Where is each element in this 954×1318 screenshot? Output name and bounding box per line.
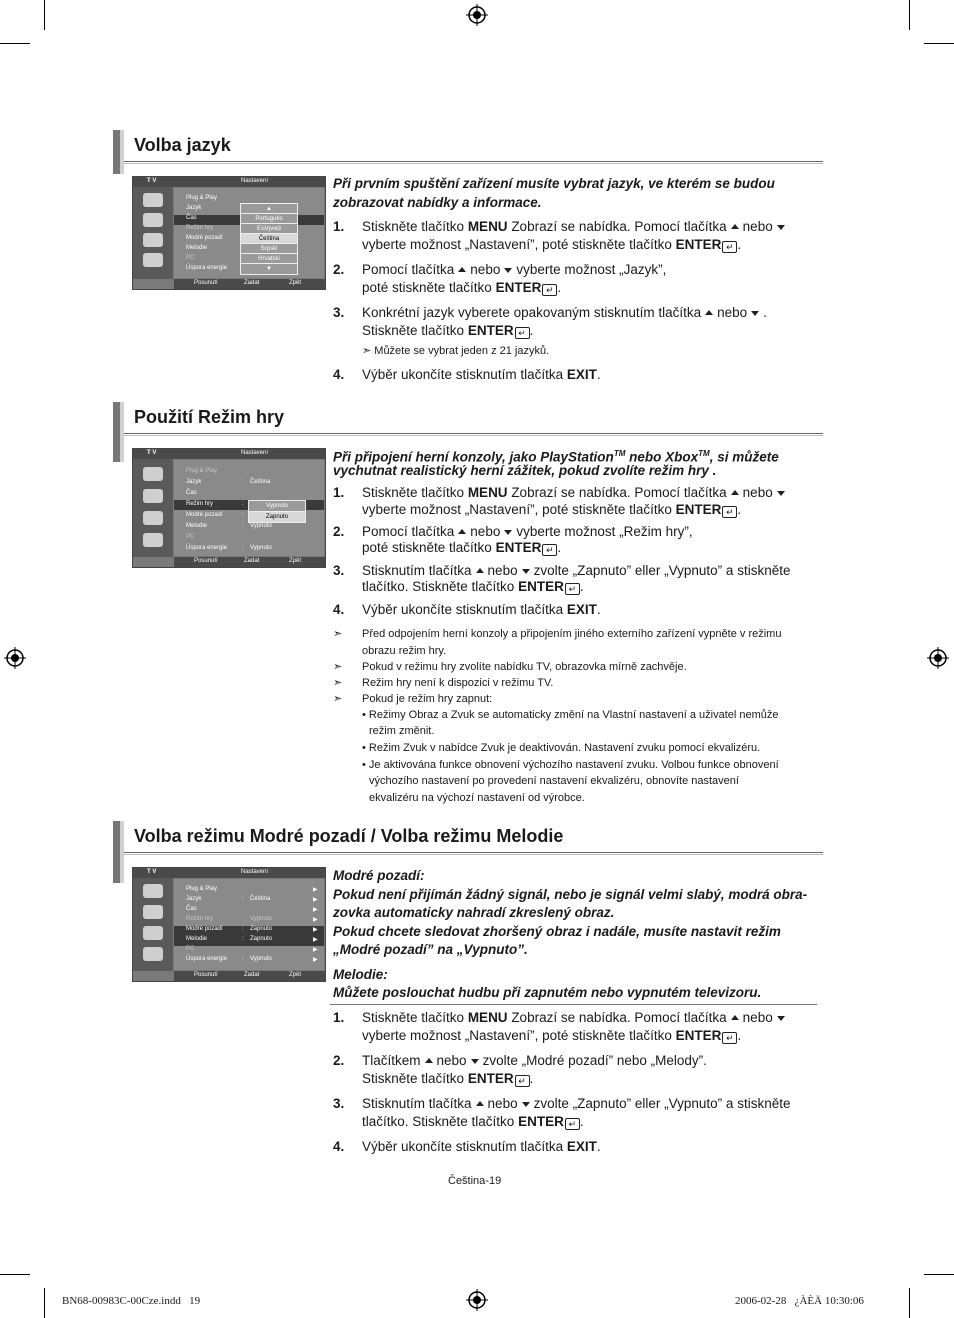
osd-item: Modré pozadí xyxy=(186,512,223,518)
registration-mark-icon xyxy=(927,647,949,669)
osd-tv-label: T V xyxy=(147,178,157,184)
osd-return: Zpět xyxy=(289,558,302,564)
section-rule xyxy=(124,435,823,436)
sound-icon xyxy=(143,213,163,227)
osd-value: Čeština xyxy=(250,479,271,485)
osd-item: Plug & Play xyxy=(186,468,218,474)
step-3: 3. Stisknutím tlačítka nebo zvolte „Zapnuto” eller „Vypnuto” a stiskněte tlačítko. Stiskněte tlačítko ENTER ↵ . xyxy=(333,1096,791,1129)
crop-mark xyxy=(0,43,30,44)
registration-mark-icon xyxy=(466,4,488,26)
osd-move: Posunutí xyxy=(194,280,218,286)
osd-value: Zapnuto xyxy=(250,936,273,942)
intro-line: Modré pozadí: xyxy=(333,868,425,883)
osd-item: Režim hry xyxy=(186,501,214,507)
picture-icon xyxy=(143,193,163,207)
crop-mark xyxy=(909,1288,910,1318)
step-1: 1. Stiskněte tlačítko MENU Zobrazí se nabídka. Pomocí tlačítka nebo vyberte možnost „Nastavení”, poté stiskněte tlačítko ENTER ↵ . xyxy=(333,1009,823,1049)
bullet: • Režimy Obraz a Zvuk se automaticky změní na Vlastní nastavení a uživatel nemůže xyxy=(362,709,779,721)
up-arrow-icon xyxy=(425,1058,433,1063)
crop-mark xyxy=(924,43,954,44)
osd-item: Melodie xyxy=(186,245,208,251)
osd-item: Čas xyxy=(186,490,197,496)
setup-icon xyxy=(143,533,163,547)
crop-mark xyxy=(909,0,910,30)
osd-value: Vypnuto xyxy=(250,916,272,922)
note-arrow-icon: ➣ xyxy=(333,628,343,640)
osd-item: PC xyxy=(186,534,195,540)
step-1: 1. Stiskněte tlačítko MENU Zobrazí se nabídka. Pomocí tlačítka nebo vyberte možnost „Nastavení”, poté stiskněte tlačítko ENTER ↵ . xyxy=(333,484,823,520)
osd-popup-item: Ελληνικά xyxy=(240,223,298,235)
osd-title: Nastavení xyxy=(241,450,269,456)
enter-icon: ↵ xyxy=(542,544,557,556)
up-arrow-icon xyxy=(731,224,739,229)
step-4: 4. Výběr ukončíte stisknutím tlačítka EXIT. xyxy=(333,1139,601,1154)
osd-title: Nastavení xyxy=(241,869,269,875)
osd-enter: Zadat xyxy=(244,280,260,286)
osd-item: Melodie xyxy=(186,936,208,942)
osd-enter: Zadat xyxy=(244,972,260,978)
up-arrow-icon xyxy=(731,490,739,495)
osd-item: Režim hry xyxy=(186,225,214,231)
picture-icon xyxy=(143,884,163,898)
print-date: 2006-02-28 ¿ÀÈÄ 10:30:06 xyxy=(735,1295,864,1307)
osd-title: Nastavení xyxy=(241,178,269,184)
note: ➣ Pokud v režimu hry zvolíte nabídku TV, obrazovka mírně zachvěje. xyxy=(333,659,823,676)
up-arrow-icon xyxy=(705,310,713,315)
osd-enter: Zadat xyxy=(244,558,260,564)
channel-icon xyxy=(143,511,163,525)
channel-icon xyxy=(143,233,163,247)
enter-icon: ↵ xyxy=(722,241,737,253)
setup-icon xyxy=(143,947,163,961)
osd-move: Posunutí xyxy=(194,558,218,564)
down-arrow-icon xyxy=(777,491,785,496)
crop-mark xyxy=(44,0,45,30)
section-rule xyxy=(124,433,823,434)
osd-screenshot: T V Nastavení Plug & Play ▶ Jazyk : Čeština ▶ Čas ▶ Režim hry : Vypnuto ▶ Modré pozadí : Zapnuto ▶ Melodie : Zapnuto ▶ PC ▶ Úspora energie : Vypnuto ▶ Posunutí Zadat Zpět xyxy=(132,867,326,982)
bullet: • Režim Zvuk v nabídce Zvuk je deaktivován. Nastavení zvuku pomocí ekvalizéru. xyxy=(362,742,761,754)
osd-return: Zpět xyxy=(289,972,302,978)
osd-popup-item: Srpski xyxy=(240,243,298,255)
step-4: 4. Výběr ukončíte stisknutím tlačítka EXIT. xyxy=(333,367,601,382)
note: ➣ Před odpojením herní konzoly a připojením jiného externího zařízení vypněte v režimu obrazu režim hry. xyxy=(333,628,782,657)
osd-popup-item: Hrvatski xyxy=(240,253,298,265)
osd-item: Plug & Play xyxy=(186,886,218,892)
osd-value: Zapnuto xyxy=(250,926,273,932)
chevron-up-icon: ▲ xyxy=(240,203,298,215)
osd-item: PC xyxy=(186,946,195,952)
note-arrow-icon: ➣ xyxy=(333,693,343,705)
osd-item: Úspora energie xyxy=(186,956,228,962)
osd-move: Posunutí xyxy=(194,972,218,978)
enter-icon: ↵ xyxy=(722,1032,737,1044)
section-rule xyxy=(124,163,823,164)
osd-item: Jazyk xyxy=(186,205,202,211)
up-arrow-icon xyxy=(458,267,466,272)
crop-mark xyxy=(44,1288,45,1318)
enter-icon: ↵ xyxy=(515,327,530,339)
osd-item: PC xyxy=(186,255,195,261)
osd-popup-item: Čeština xyxy=(240,233,298,245)
osd-popup-item: Vypnuto xyxy=(248,500,306,512)
osd-value: Vypnuto xyxy=(250,956,272,962)
intro-line: Pokud není přijímán žádný signál, nebo je signál velmi slabý, modrá obra- xyxy=(333,887,808,902)
setup-icon xyxy=(143,253,163,267)
down-arrow-icon xyxy=(504,268,512,273)
section-rule xyxy=(124,852,823,853)
up-arrow-icon xyxy=(476,568,484,573)
enter-icon: ↵ xyxy=(565,1118,580,1130)
note-arrow-icon: ➣ xyxy=(333,677,343,689)
section-rule xyxy=(124,161,823,162)
step-2: 2. Tlačítkem nebo zvolte „Modré pozadí” nebo „Melody”. Stiskněte tlačítko ENTER ↵ . xyxy=(333,1053,707,1086)
intro-line: vychutnat realistický herní zážitek, pokud zvolíte režim hry . xyxy=(333,463,717,478)
sound-icon xyxy=(143,489,163,503)
enter-icon: ↵ xyxy=(722,506,737,518)
osd-tv-label: T V xyxy=(147,450,157,456)
section-rule xyxy=(124,854,823,855)
osd-value: Čeština xyxy=(250,896,271,902)
step-2: 2. Pomocí tlačítka nebo vyberte možnost „Režim hry”, poté stiskněte tlačítko ENTER ↵ . xyxy=(333,524,693,555)
registration-mark-icon xyxy=(4,647,26,669)
note: ➣ Můžete se vybrat jeden z 21 jazyků. xyxy=(362,345,550,357)
file-name: BN68-00983C-00Cze.indd 19 xyxy=(62,1295,201,1307)
page-number: Čeština-19 xyxy=(448,1175,502,1187)
bullet: výchozího nastavení po provedení nastavení ekvalizéru, obnovíte nastavení xyxy=(369,775,739,787)
registration-mark-icon xyxy=(466,1289,488,1311)
osd-item: Melodie xyxy=(186,523,208,529)
osd-value: Vypnuto xyxy=(250,545,272,551)
note-arrow-icon: ➣ xyxy=(362,345,372,357)
bullet: ekvalizéru na výchozí nastavení od výrobce. xyxy=(369,792,585,804)
osd-screenshot xyxy=(132,176,326,290)
crop-mark xyxy=(0,1274,30,1275)
step-1: 1. Stiskněte tlačítko MENU Zobrazí se nabídka. Pomocí tlačítka nebo vyberte možnost „Nastavení”, poté stiskněte tlačítko ENTER ↵ . xyxy=(333,218,823,258)
osd-popup-item: Português xyxy=(240,213,298,225)
down-arrow-icon xyxy=(504,530,512,535)
step-2: 2. Pomocí tlačítka nebo vyberte možnost „Jazyk”, poté stiskněte tlačítko ENTER ↵ . xyxy=(333,262,667,295)
osd-item: Modré pozadí xyxy=(186,235,223,241)
osd-item: Režim hry xyxy=(186,916,214,922)
channel-icon xyxy=(143,926,163,940)
section-title: Použití Režim hry xyxy=(134,407,285,427)
enter-icon: ↵ xyxy=(515,1075,530,1087)
intro-line: „Modré pozadí” na „Vypnuto”. xyxy=(333,942,528,957)
osd-item: Úspora energie xyxy=(186,265,228,271)
osd-return: Zpět xyxy=(289,280,302,286)
osd-tv-label: T V xyxy=(147,869,157,875)
enter-icon: ↵ xyxy=(565,583,580,595)
step-3: 3. Konkrétní jazyk vyberete opakovaným stisknutím tlačítka nebo . Stiskněte tlačítko ENTER ↵ . xyxy=(333,305,767,338)
step-3: 3. Stisknutím tlačítka nebo zvolte „Zapnuto” eller „Vypnuto” a stiskněte tlačítko. Stiskněte tlačítko ENTER ↵ . xyxy=(333,563,791,594)
divider xyxy=(330,1004,817,1005)
osd-popup-item: Zapnuto xyxy=(248,511,306,523)
intro-line: Při prvním spuštění zařízení musíte vybrat jazyk, ve kterém se budou xyxy=(333,176,775,191)
bullet: • Je aktivována funkce obnovení výchozího nastavení zvuku. Volbou funkce obnovení xyxy=(362,759,779,771)
down-arrow-icon xyxy=(777,225,785,230)
picture-icon xyxy=(143,467,163,481)
osd-item: Úspora energie xyxy=(186,545,228,551)
bullet: režim změnit. xyxy=(369,725,435,737)
intro-line: Při připojení herní konzoly, jako PlayStation™ nebo Xbox™, si můžete xyxy=(333,449,779,465)
note-arrow-icon: ➣ xyxy=(333,661,343,673)
section-title: Volba režimu Modré pozadí / Volba režimu Melodie xyxy=(134,826,564,846)
osd-item: Čas xyxy=(186,906,197,912)
section-marker xyxy=(120,402,124,462)
osd-item: Modré pozadí xyxy=(186,926,223,932)
intro-line: Melodie: xyxy=(333,967,388,982)
note: ➣ Režim hry není k dispozici v režimu TV. xyxy=(333,675,823,692)
sound-icon xyxy=(143,905,163,919)
up-arrow-icon xyxy=(458,529,466,534)
down-arrow-icon xyxy=(751,311,759,316)
down-arrow-icon xyxy=(471,1059,479,1064)
osd-value: Vypnuto xyxy=(250,523,272,529)
note: ➣ Pokud je režim hry zapnut: xyxy=(333,691,823,708)
osd-item: Jazyk xyxy=(186,479,202,485)
step-4: 4. Výběr ukončíte stisknutím tlačítka EXIT. xyxy=(333,602,601,617)
enter-icon: ↵ xyxy=(542,284,557,296)
up-arrow-icon xyxy=(731,1015,739,1020)
intro-line: zovka automaticky nahradí zkreslený obraz. xyxy=(333,905,615,920)
down-arrow-icon xyxy=(522,569,530,574)
down-arrow-icon xyxy=(522,1102,530,1107)
down-arrow-icon xyxy=(777,1016,785,1021)
osd-screenshot: T V Nastavení Plug & Play Jazyk : Čeština Čas Režim hry : Modré pozadí : Melodie : Vypnuto PC Úspora energie : Vypnuto Vypnuto Zapnuto Posunutí Zadat Zpět xyxy=(132,448,326,568)
intro-line: Můžete poslouchat hudbu při zapnutém nebo vypnutém televizoru. xyxy=(333,985,762,1000)
chevron-down-icon: ▼ xyxy=(240,263,298,275)
intro-line: Pokud chcete sledovat zhoršený obraz i nadále, musíte nastavit režim xyxy=(333,924,781,939)
osd-item: Jazyk xyxy=(186,896,202,902)
osd-item: Plug & Play xyxy=(186,195,218,201)
section-marker xyxy=(120,130,124,174)
up-arrow-icon xyxy=(476,1101,484,1106)
section-title: Volba jazyk xyxy=(134,135,231,155)
intro-line: zobrazovat nabídky a informace. xyxy=(333,195,542,210)
crop-mark xyxy=(924,1274,954,1275)
osd-item: Čas xyxy=(186,215,197,221)
